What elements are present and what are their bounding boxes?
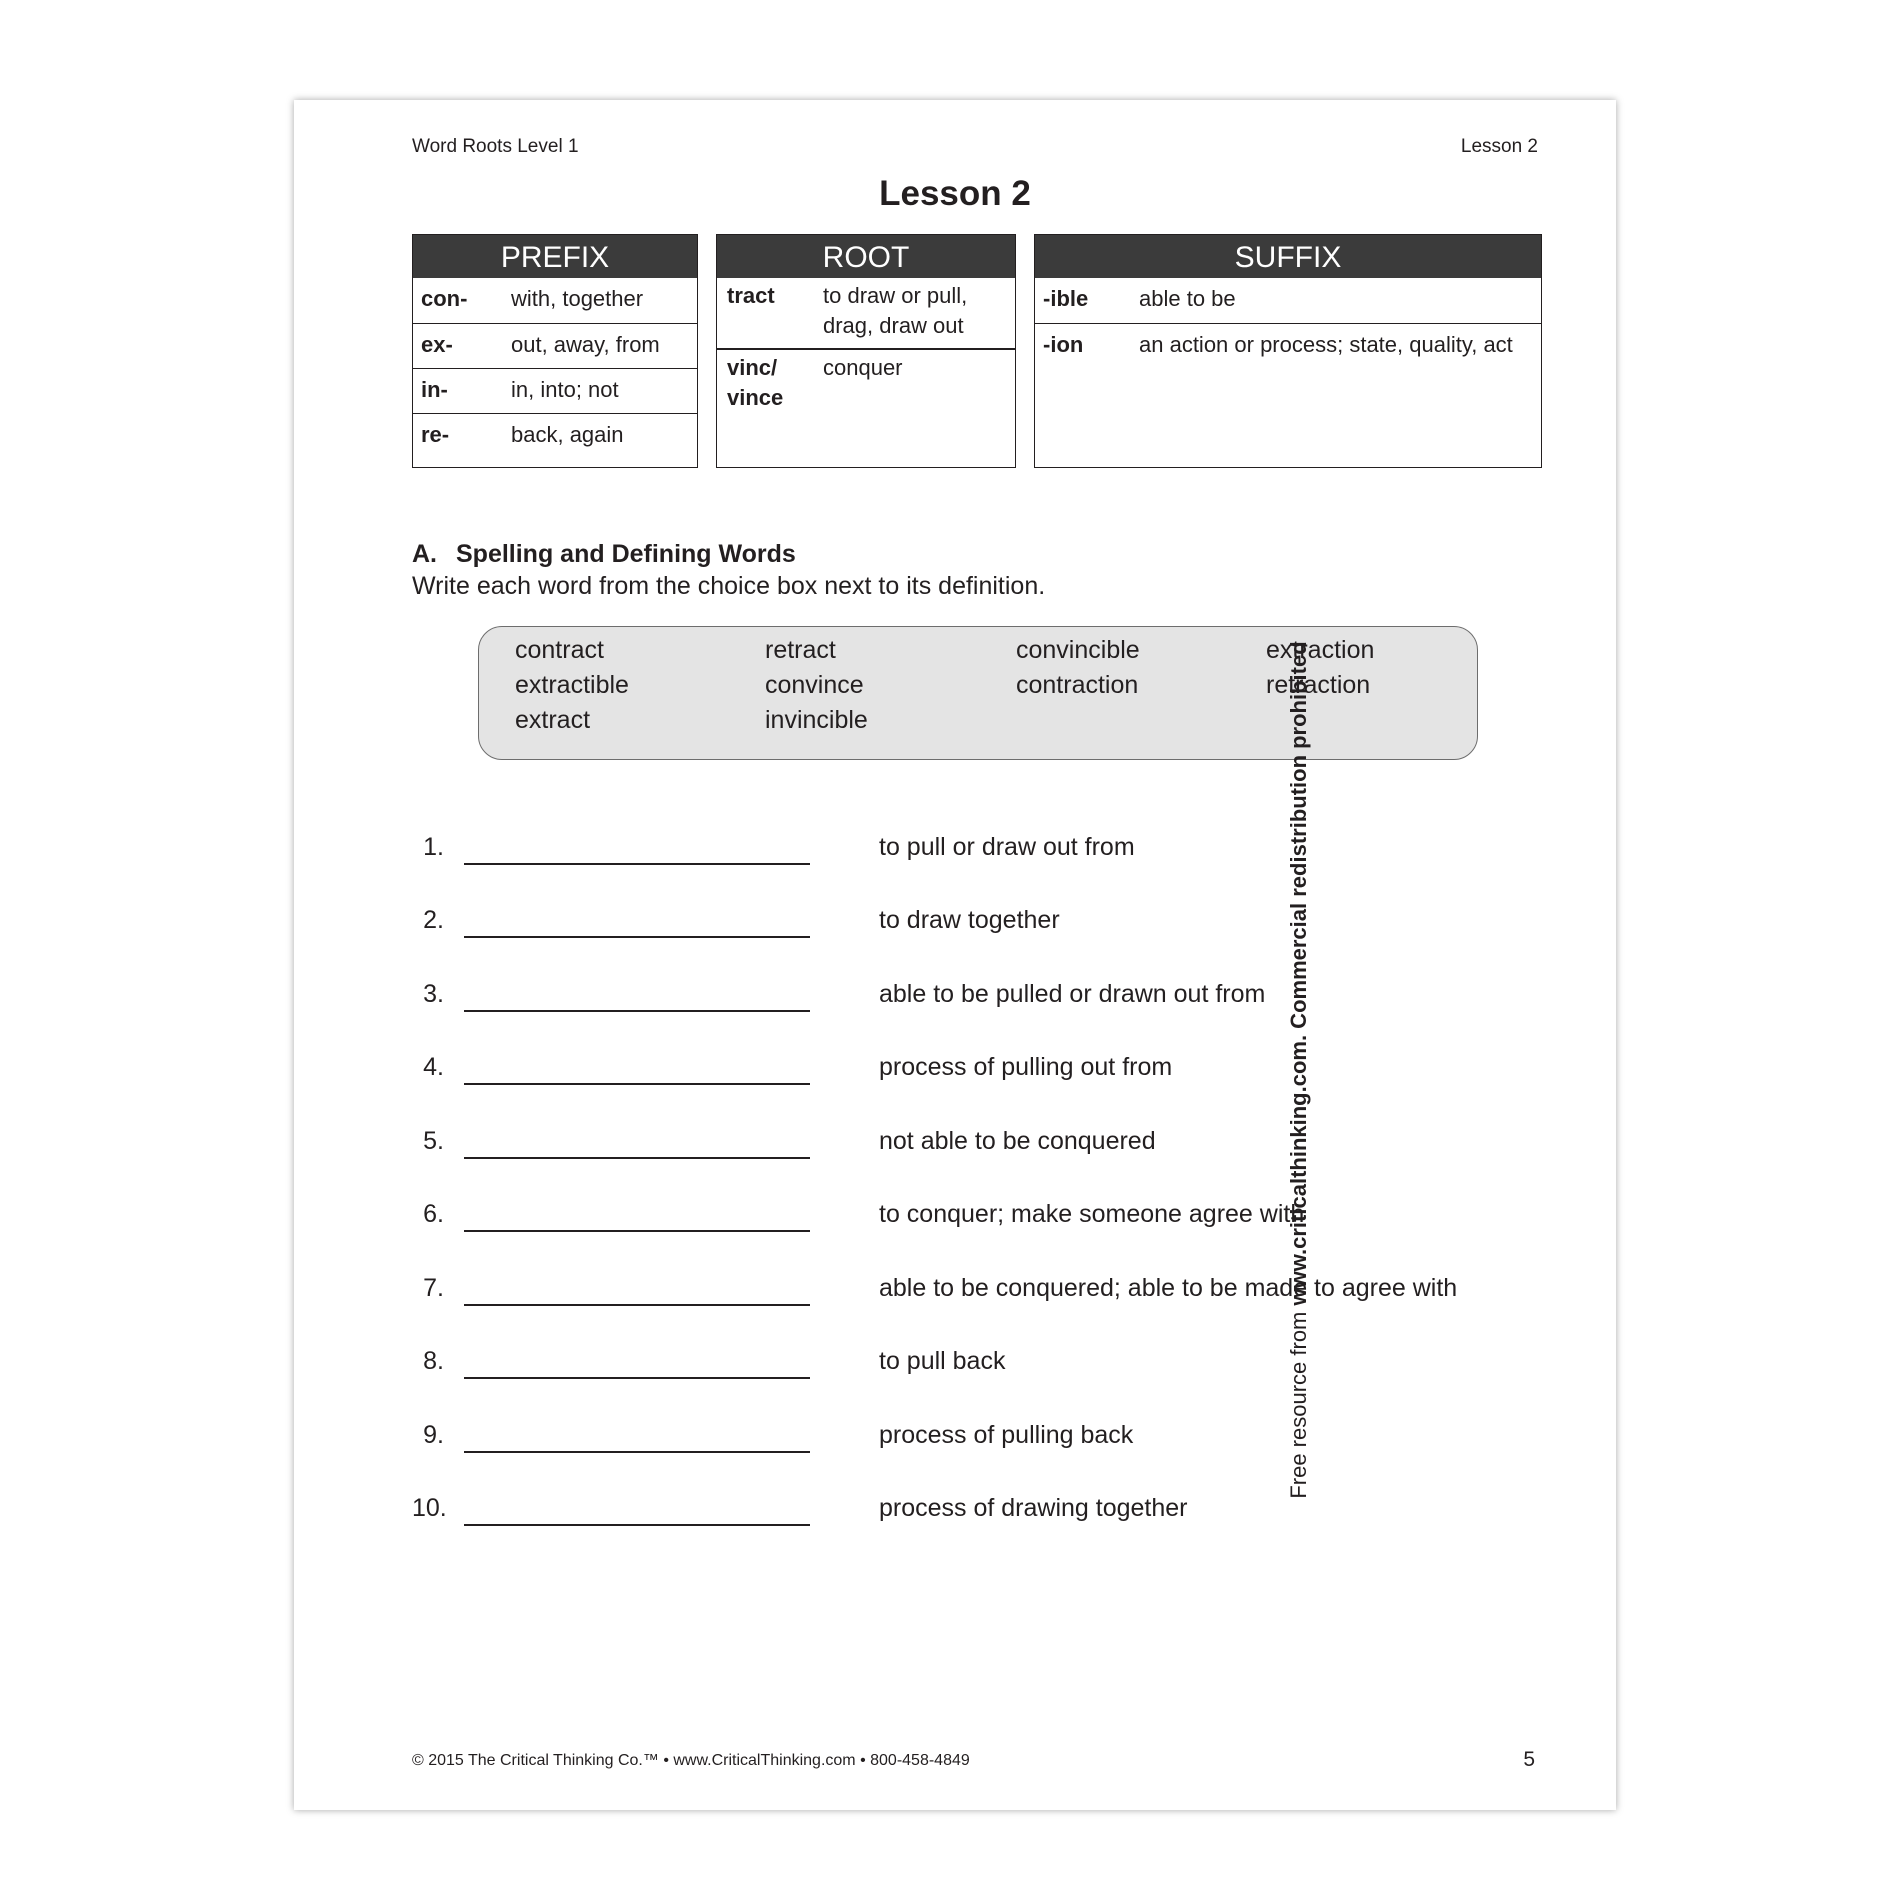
choice-word: retraction xyxy=(1266,671,1371,699)
suffix-meaning: able to be xyxy=(1139,286,1236,311)
exercise-item xyxy=(412,1266,1592,1306)
notice-site-link[interactable]: www.criticalthinking.com xyxy=(1286,1041,1311,1306)
running-header-left: Word Roots Level 1 xyxy=(412,136,579,157)
root-row xyxy=(717,278,1015,348)
choice-word: extraction xyxy=(1266,636,1375,664)
prefix-part: ex- xyxy=(421,332,453,357)
exercise-item xyxy=(412,1339,1592,1379)
copyright-footer: © 2015 The Critical Thinking Co.™ • www.CriticalThinking.com • 800-458-4849 xyxy=(412,1752,970,1769)
page-number: 5 xyxy=(1523,1748,1535,1771)
item-number: 1. xyxy=(423,833,444,861)
prefix-row xyxy=(413,278,697,323)
choice-word: contraction xyxy=(1016,671,1139,699)
choice-box xyxy=(478,626,1478,760)
choice-word: invincible xyxy=(765,706,868,734)
item-number: 7. xyxy=(423,1274,444,1302)
prefix-heading: PREFIX xyxy=(413,235,697,278)
exercise-item xyxy=(412,1192,1592,1232)
prefix-part: in- xyxy=(421,377,448,402)
answer-blank[interactable] xyxy=(464,1010,810,1012)
root-meaning-line: to draw or pull, xyxy=(823,283,968,308)
root-meaning: conquer xyxy=(823,355,903,380)
item-definition: process of pulling out from xyxy=(879,1053,1173,1081)
exercise-item xyxy=(412,898,1592,938)
root-meaning xyxy=(823,281,1005,345)
prefix-table xyxy=(412,234,698,468)
item-number: 6. xyxy=(423,1200,444,1228)
item-number: 3. xyxy=(423,980,444,1008)
item-definition: able to be pulled or drawn out from xyxy=(879,980,1266,1008)
item-number: 8. xyxy=(423,1347,444,1375)
prefix-row xyxy=(413,368,697,413)
item-definition: not able to be conquered xyxy=(879,1127,1156,1155)
item-definition: process of pulling back xyxy=(879,1421,1134,1449)
exercise-item xyxy=(412,825,1592,865)
exercise-item xyxy=(412,1119,1592,1159)
item-definition: to draw together xyxy=(879,906,1060,934)
item-definition: to conquer; make someone agree with xyxy=(879,1200,1305,1228)
suffix-row xyxy=(1035,323,1541,368)
choice-word: extract xyxy=(515,706,591,734)
prefix-meaning: out, away, from xyxy=(511,332,660,357)
root-table xyxy=(716,234,1016,468)
prefix-meaning: with, together xyxy=(511,286,644,311)
suffix-row xyxy=(1035,278,1541,323)
exercise-item xyxy=(412,1486,1592,1526)
answer-blank[interactable] xyxy=(464,1524,810,1526)
item-number: 5. xyxy=(423,1127,444,1155)
prefix-meaning: in, into; not xyxy=(511,377,619,402)
prefix-row xyxy=(413,413,697,458)
section-title xyxy=(412,540,796,569)
notice-suffix: . Commercial redistribution prohibited xyxy=(1286,641,1311,1042)
running-header-right: Lesson 2 xyxy=(1460,136,1538,157)
exercise-item xyxy=(412,972,1592,1012)
answer-blank[interactable] xyxy=(464,1083,810,1085)
answer-blank[interactable] xyxy=(464,936,810,938)
root-part-line: vince xyxy=(727,385,784,410)
root-row xyxy=(717,348,1015,416)
exercise-item xyxy=(412,1413,1592,1453)
answer-blank[interactable] xyxy=(464,1451,810,1453)
worksheet-page xyxy=(294,100,1616,1810)
section-instruction: Write each word from the choice box next to its definition. xyxy=(412,572,1046,600)
answer-blank[interactable] xyxy=(464,1377,810,1379)
prefix-row xyxy=(413,323,697,368)
page-title: Lesson 2 xyxy=(879,174,1031,213)
prefix-part: re- xyxy=(421,422,450,447)
notice-prefix: Free resource from xyxy=(1286,1305,1311,1499)
answer-blank[interactable] xyxy=(464,863,810,865)
suffix-part: -ible xyxy=(1043,286,1089,311)
root-part-line: vinc/ xyxy=(727,355,778,380)
item-definition: to pull or draw out from xyxy=(879,833,1135,861)
suffix-heading: SUFFIX xyxy=(1035,235,1541,278)
answer-blank[interactable] xyxy=(464,1157,810,1159)
root-part: tract xyxy=(727,283,775,308)
item-number: 10. xyxy=(412,1494,447,1522)
choice-word: retract xyxy=(765,636,836,664)
suffix-part: -ion xyxy=(1043,332,1084,357)
exercise-item xyxy=(412,1045,1592,1085)
item-definition: to pull back xyxy=(879,1347,1006,1375)
item-number: 9. xyxy=(423,1421,444,1449)
root-heading: ROOT xyxy=(717,235,1015,278)
item-definition: process of drawing together xyxy=(879,1494,1188,1522)
suffix-table xyxy=(1034,234,1542,468)
root-meaning-line: drag, draw out xyxy=(823,313,964,338)
item-number: 2. xyxy=(423,906,444,934)
choice-word: contract xyxy=(515,636,604,664)
suffix-meaning: an action or process; state, quality, act xyxy=(1139,332,1513,357)
redistribution-notice xyxy=(1286,641,1312,1498)
item-number: 4. xyxy=(423,1053,444,1081)
choice-word: extractible xyxy=(515,671,629,699)
answer-blank[interactable] xyxy=(464,1304,810,1306)
choice-word: convincible xyxy=(1016,636,1140,664)
section-title-text: Spelling and Defining Words xyxy=(456,540,796,568)
prefix-meaning: back, again xyxy=(511,422,624,447)
choice-word: convince xyxy=(765,671,864,699)
root-part xyxy=(727,353,823,413)
answer-blank[interactable] xyxy=(464,1230,810,1232)
item-definition: able to be conquered; able to be made to agree with xyxy=(879,1274,1458,1302)
section-letter: A. xyxy=(412,540,437,568)
prefix-part: con- xyxy=(421,286,468,311)
